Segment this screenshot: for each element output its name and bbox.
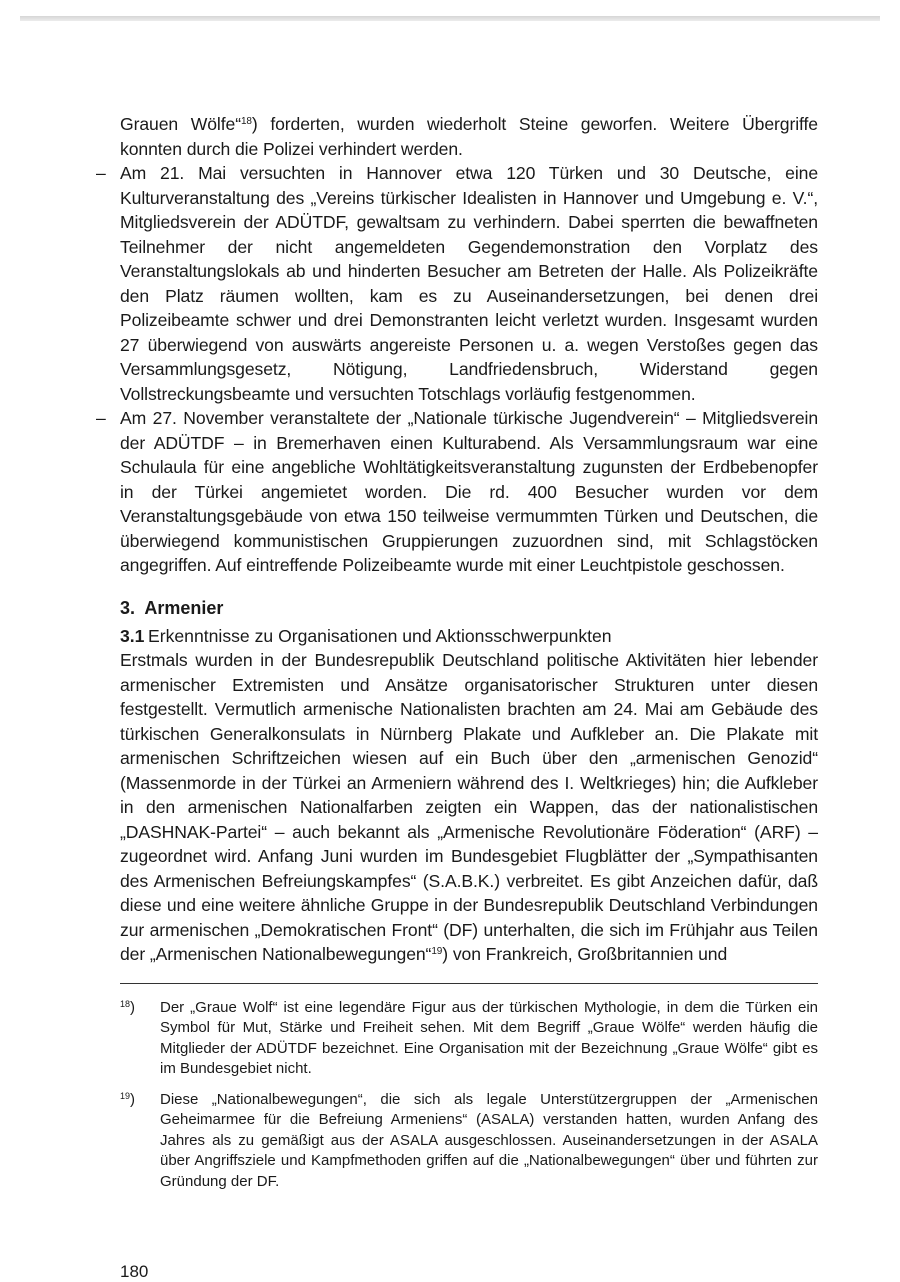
section-number: 3. bbox=[120, 597, 136, 618]
section-heading bbox=[120, 596, 818, 620]
footnote-divider bbox=[120, 983, 818, 984]
dash-bullet: – bbox=[96, 408, 106, 428]
footnote-ref-19[interactable]: 19 bbox=[431, 946, 443, 957]
continuation-paragraph: Grauen Wölfe“$^{18}$) forderten, wurden wiederholt Steine geworfen. Weitere Übergriffe konnten durch die Polizei verhindert werden. bbox=[120, 114, 818, 159]
subsection-title: Erkenntnisse zu Organisationen und Aktionsschwerpunkten bbox=[148, 625, 612, 646]
armenier-paragraph: Erstmals wurden in der Bundesrepublik Deutschland politische Aktivitäten hier lebender armenischer Extremisten und Ansätze organisatorischer Strukturen unter diesen festgestellt. Vermutlich armenische Nationalisten brachten am 24. Mai am Gebäude des türkischen Generalkonsulats in Nürnberg Plakate und Aufkleber an. Die Plakate mit armenischen Schriftzeichen wiesen auf ein Buch über den „armenischen Genozid“ (Massenmorde in der Türkei an Armeniern während des I. Weltkrieges) hin; die Aufkleber in den armenischen Nationalfarben zeigten ein Wappen, das der nationalistischen „DASHNAK-Partei“ – auch bekannt als „Armenische Revolutionäre Föderation“ (ARF) – zugeordnet wird. Anfang Juni wurden im Bundesgebiet Flugblätter der „Sympathisanten des Armenischen Befreiungskampfes“ (S.A.B.K.) verbreitet. Es gibt Anzeichen dafür, daß diese und eine weitere ähnliche Gruppe in der Bundesrepublik Deutschland Verbindungen zur armenischen „Demokratischen Front“ (DF) unterhalten, die sich im Frühjahr aus Teilen der „Armenischen Nationalbewegungen“$^{19}$) von Frankreich, Großbritannien und bbox=[120, 650, 818, 964]
footnote-text: Der „Graue Wolf“ ist eine legendäre Figur aus der türkischen Mythologie, in dem die Türken ein Symbol für Mut, Stärke und Freiheit sehen. Mit dem Begriff „Graue Wölfe“ werden häufig die Mitglieder der ADÜTDF bezeichnet. Eine Organisation mit der Bezeichnung „Graue Wölfe“ gibt es im Bundesgebiet nicht. bbox=[160, 998, 818, 1077]
footnote-18 bbox=[120, 998, 818, 1080]
footnote-19 bbox=[120, 1090, 818, 1193]
footnote-text: Diese „Nationalbewegungen“, die sich als legale Unterstützergruppen der „Armenischen Geheimarmee für die Befreiung Armeniens“ (ASALA) verstanden hatten, wurden Anfang des Jahres als zu gemäßigt aus der ASALA ausgeschlossen. Auseinandersetzungen in der ASALA über Angriffsziele und Kampfmethoden griffen auf die „Nationalbewegungen“ über und führten zur Gründung der DF. bbox=[160, 1090, 818, 1190]
subsection-number: 3.1 bbox=[120, 625, 145, 646]
footnote-mark: $^{19}$) bbox=[120, 1090, 136, 1108]
subsection-heading bbox=[120, 624, 818, 649]
document-page bbox=[96, 112, 818, 1202]
list-item-text: Am 21. Mai versuchten in Hannover etwa 120 Türken und 30 Deutsche, eine Kulturveranstaltung des „Vereins türkischer Idealisten in Hannover und Umgebung e. V.“, Mitgliedsverein der ADÜTDF, gewaltsam zu verhindern. Dabei sperrten die bewaffneten Teilnehmer der nicht angemeldeten Gegendemonstration den Vorplatz des Veranstaltungslokals ab und hinderten Besucher am Betreten der Halle. Als Polizeikräfte den Platz räumen wollten, kam es zu Auseinandersetzungen, bei denen drei Polizeibeamte schwer und drei Demonstranten leicht verletzt wurden. Insgesamt wurden 27 überwiegend von auswärts angereiste Personen u. a. wegen Verstoßes gegen das Versammlungsgesetz, Nötigung, Landfriedensbruch, Widerstand gegen Vollstreckungsbeamte und versuchten Totschlags vorläufig festgenommen. bbox=[120, 163, 818, 404]
list-item-text: Am 27. November veranstaltete der „Nationale türkische Jugendverein“ – Mitgliedsverein der ADÜTDF – in Bremerhaven einen Kulturabend. Als Versammlungsraum war eine Schulaula für eine angebliche Wohltätigkeitsveranstaltung zugunsten der Erdbebenopfer in der Türkei angemietet worden. Die rd. 400 Besucher wurden vor dem Veranstaltungsgebäude von etwa 150 teilweise vermummten Türken und Deutschen, die überwiegend kommunistischen Gruppierungen zuzuordnen sind, mit Schlagstöcken angegriffen. Auf eintreffende Polizeibeamte wurde mit einer Leuchtpistole geschossen. bbox=[120, 408, 818, 575]
section-title: Armenier bbox=[144, 597, 224, 618]
list-item bbox=[96, 161, 818, 406]
page-top-edge bbox=[20, 16, 880, 21]
footnote-mark: $^{18}$) bbox=[120, 998, 136, 1016]
page-number: 180 bbox=[120, 1262, 149, 1281]
footnote-ref-18[interactable]: 18 bbox=[240, 116, 252, 127]
list-item bbox=[96, 406, 818, 578]
dash-bullet: – bbox=[96, 163, 106, 183]
